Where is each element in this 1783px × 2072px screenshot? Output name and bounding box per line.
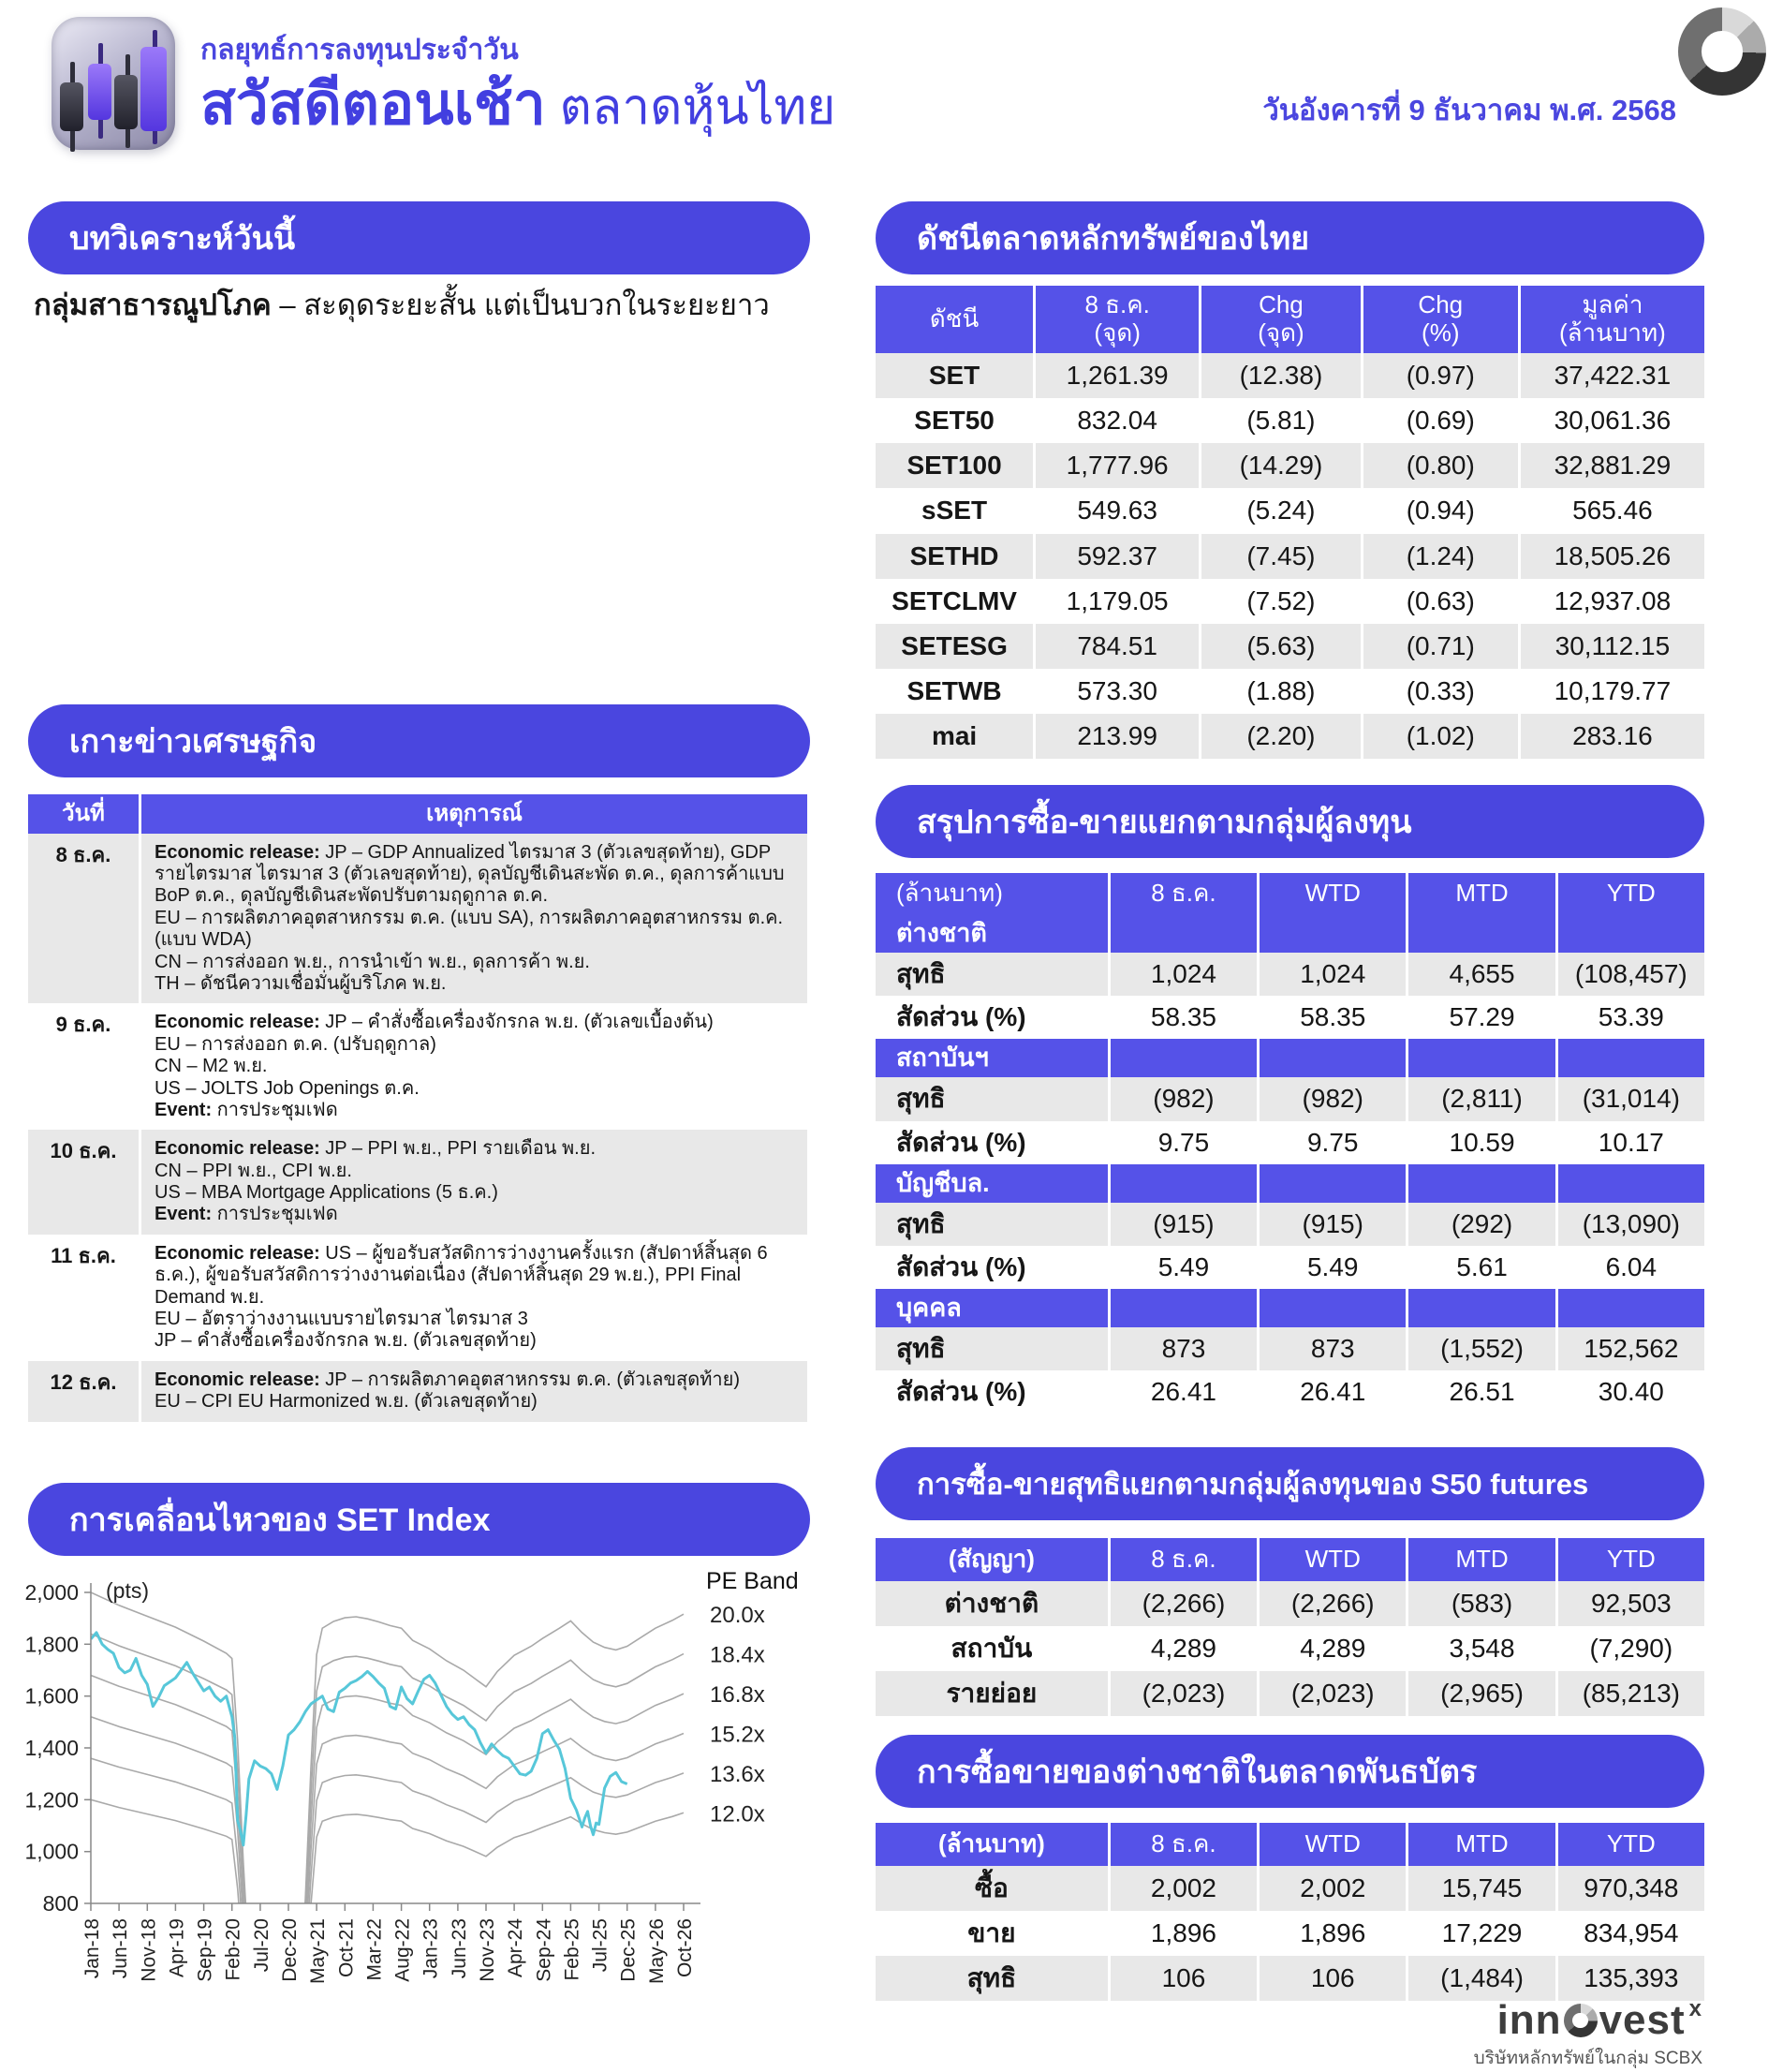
table-row <box>876 1327 1704 1370</box>
cell: (2,023) <box>1108 1671 1257 1716</box>
cell: รายย่อย <box>876 1671 1108 1716</box>
cell: (13,090) <box>1555 1203 1704 1246</box>
x-tick-label: Oct-26 <box>674 1918 696 1978</box>
cell <box>1257 914 1406 953</box>
event-detail: Economic release: JP – การผลิตภาคอุตสาหกรรม ต.ค. (ตัวเลขสุดท้าย) EU – CPI EU Harmonized พ.ย. (ตัวเลขสุดท้าย) <box>139 1361 807 1422</box>
page-title-bold: สวัสดีตอนเช้า <box>200 72 546 137</box>
table-row <box>876 1370 1704 1413</box>
table-row <box>28 1130 807 1235</box>
analysis-highlight: กลุ่มสาธารณูปโภค <box>34 289 272 321</box>
cell: 1,896 <box>1257 1911 1406 1956</box>
thai-index-table <box>876 286 1704 759</box>
x-tick-label: May-21 <box>307 1918 330 1985</box>
cell: (108,457) <box>1555 953 1704 996</box>
header-cell: (ล้านบาท) <box>876 1823 1108 1866</box>
header-cell: 8 ธ.ค. (จุด) <box>1033 286 1199 353</box>
brand-donut-icon <box>1564 2004 1598 2037</box>
cell: 5.61 <box>1406 1246 1555 1289</box>
cell: สุทธิ <box>876 1203 1108 1246</box>
cell: 3,548 <box>1406 1626 1555 1671</box>
cell: 4,655 <box>1406 953 1555 996</box>
candlestick-icon <box>60 82 83 131</box>
cell: (982) <box>1108 1077 1257 1120</box>
cell: 26.41 <box>1257 1370 1406 1413</box>
table-row <box>28 1235 807 1361</box>
cell: 9.75 <box>1108 1121 1257 1164</box>
y-tick-label: 1,200 <box>24 1787 79 1813</box>
table-row <box>876 1289 1704 1327</box>
cell: สุทธิ <box>876 1327 1108 1370</box>
cell <box>1555 1289 1704 1327</box>
cell: (0.94) <box>1361 488 1518 533</box>
cell: 1,261.39 <box>1033 353 1199 398</box>
pe-band-label: 13.6x <box>710 1761 765 1787</box>
event-date: 9 ธ.ค. <box>28 1003 139 1130</box>
x-tick-label: Jan-18 <box>81 1918 103 1979</box>
x-tick-label: Mar-22 <box>363 1918 386 1981</box>
table-row <box>876 914 1704 953</box>
cell <box>1257 1164 1406 1203</box>
cell <box>1108 1289 1257 1327</box>
cell: (1.02) <box>1361 714 1518 759</box>
table-row <box>876 1538 1704 1581</box>
cell <box>1555 1164 1704 1203</box>
cell: (14.29) <box>1199 443 1361 488</box>
pe-band-label: 12.0x <box>710 1801 765 1828</box>
y-tick-label: 2,000 <box>24 1580 79 1605</box>
cell: (5.81) <box>1199 398 1361 443</box>
cell <box>1108 1039 1257 1077</box>
cell: 106 <box>1108 1956 1257 2001</box>
header-cell: 8 ธ.ค. <box>1108 1823 1257 1866</box>
event-detail: Economic release: US – ผู้ขอรับสวัสดิการว่างงานครั้งแรก (สัปดาห์สิ้นสุด 6 ธ.ค.), ผู้ขอรับสวัสดิการว่างงานต่อเนื่อง (สัปดาห์สิ้นสุด 29 พ.ย.), PPI Final Demand พ.ย. EU – อัตราว่างงานแบบรายไตรมาส ไตรมาส 3 JP – คำสั่งซื้อเครื่องจักรกล พ.ย. (ตัวเลขสุดท้าย) <box>139 1235 807 1361</box>
x-tick-label: May-26 <box>645 1918 668 1985</box>
cell: 30,061.36 <box>1518 398 1704 443</box>
cell: 213.99 <box>1033 714 1199 759</box>
event-detail: Economic release: JP – GDP Annualized ไตรมาส 3 (ตัวเลขสุดท้าย), GDP รายไตรมาส ไตรมาส 3 (ตัวเลขสุดท้าย), ดุลบัญชีเดินสะพัด ต.ค., ดุลการค้าแบบ BoP ต.ค., ดุลบัญชีเดินสะพัดปรับตามฤดูกาล ต.ค. EU – การผลิตภาคอุตสาหกรรม ต.ค. (แบบ SA), การผลิตภาคอุตสาหกรรม ต.ค. (แบบ WDA) CN – การส่งออก พ.ย., การนำเข้า พ.ย., ดุลการค้า พ.ย. TH – ดัชนีความเชื่อมั่นผู้บริโภค พ.ย. <box>139 834 807 1004</box>
header-cell: Chg (จุด) <box>1199 286 1361 353</box>
section-s50-header: การซื้อ-ขายสุทธิแยกตามกลุ่มผู้ลงทุนของ S50 futures <box>876 1447 1704 1520</box>
header-cell: MTD <box>1406 873 1555 914</box>
x-tick-label: Sep-24 <box>533 1918 555 1982</box>
x-tick-label: Nov-23 <box>477 1918 498 1982</box>
cell: (1,484) <box>1406 1956 1555 2001</box>
header-cell: วันที่ <box>28 794 139 834</box>
x-tick-label: Jan-23 <box>420 1918 442 1979</box>
cell: (2,266) <box>1108 1581 1257 1626</box>
cell: ขาย <box>876 1911 1108 1956</box>
event-date: 11 ธ.ค. <box>28 1235 139 1361</box>
cell: 30.40 <box>1555 1370 1704 1413</box>
bond-market-table <box>876 1823 1704 2001</box>
table-row <box>876 1911 1704 1956</box>
header-cell: เหตุการณ์ <box>139 794 807 834</box>
cell: 58.35 <box>1108 996 1257 1039</box>
brand-logo <box>1474 1997 1702 2044</box>
cell: 1,024 <box>1257 953 1406 996</box>
cell: (2.20) <box>1199 714 1361 759</box>
candlestick-icon <box>114 75 138 129</box>
section-econ-news-header: เกาะข่าวเศรษฐกิจ <box>28 704 810 777</box>
y-tick-label: 1,400 <box>24 1736 79 1760</box>
table-row <box>876 669 1704 714</box>
cell: 1,179.05 <box>1033 579 1199 624</box>
cell: สุทธิ <box>876 1077 1108 1120</box>
cell: 573.30 <box>1033 669 1199 714</box>
cell: 26.41 <box>1108 1370 1257 1413</box>
cell: 18,505.26 <box>1518 534 1704 579</box>
header-cell: มูลค่า (ล้านบาท) <box>1518 286 1704 353</box>
cell <box>1555 914 1704 953</box>
cell: SET50 <box>876 398 1033 443</box>
cell <box>1257 1289 1406 1327</box>
x-tick-label: Dec-25 <box>617 1918 640 1982</box>
header-cell: WTD <box>1257 873 1406 914</box>
candlestick-icon <box>140 47 167 131</box>
analysis-rest: – สะดุดระยะสั้น แต่เป็นบวกในระยะยาว <box>271 289 770 321</box>
cell: (5.24) <box>1199 488 1361 533</box>
candlestick-icon <box>88 64 111 120</box>
table-row <box>876 1626 1704 1671</box>
pe-band-line <box>91 1676 684 2065</box>
table-row <box>876 398 1704 443</box>
cell: 2,002 <box>1108 1866 1257 1911</box>
cell: (85,213) <box>1555 1671 1704 1716</box>
report-kicker: กลยุทธ์การลงทุนประจำวัน <box>200 35 519 66</box>
pe-band-label: 15.2x <box>710 1722 765 1748</box>
brand-sup: x <box>1688 1996 1702 2021</box>
cell: 970,348 <box>1555 1866 1704 1911</box>
cell: สัดส่วน (%) <box>876 1370 1108 1413</box>
cell: 10,179.77 <box>1518 669 1704 714</box>
cell: สถาบัน <box>876 1626 1108 1671</box>
cell: 30,112.15 <box>1518 624 1704 669</box>
cell: (915) <box>1108 1203 1257 1246</box>
table-row <box>28 1361 807 1422</box>
cell: 6.04 <box>1555 1246 1704 1289</box>
y-tick-label: 800 <box>42 1891 79 1916</box>
cell: 10.17 <box>1555 1121 1704 1164</box>
table-row <box>876 1039 1704 1077</box>
cell: (583) <box>1406 1581 1555 1626</box>
header-cell: 8 ธ.ค. <box>1108 1538 1257 1581</box>
cell: 4,289 <box>1108 1626 1257 1671</box>
section-analysis-header: บทวิเคราะห์วันนี้ <box>28 201 810 274</box>
table-row <box>876 286 1704 353</box>
cell: 834,954 <box>1555 1911 1704 1956</box>
cell: mai <box>876 714 1033 759</box>
event-date: 10 ธ.ค. <box>28 1130 139 1235</box>
cell: สัดส่วน (%) <box>876 1121 1108 1164</box>
header-cell: WTD <box>1257 1538 1406 1581</box>
cell: (292) <box>1406 1203 1555 1246</box>
cell <box>1108 914 1257 953</box>
cell: สุทธิ <box>876 953 1108 996</box>
footer-brand <box>1474 1997 1702 2072</box>
x-tick-label: Jul-20 <box>250 1918 273 1973</box>
pe-band-title: PE Band <box>706 1568 799 1594</box>
cell: SETCLMV <box>876 579 1033 624</box>
cell: 10.59 <box>1406 1121 1555 1164</box>
table-row <box>876 953 1704 996</box>
table-row <box>876 579 1704 624</box>
x-tick-label: Nov-18 <box>138 1918 160 1982</box>
cell: สัดส่วน (%) <box>876 996 1108 1039</box>
table-row <box>876 1671 1704 1716</box>
table-row <box>28 1003 807 1130</box>
cell: (0.71) <box>1361 624 1518 669</box>
header-cell: (ล้านบาท) <box>876 873 1108 914</box>
cell: 592.37 <box>1033 534 1199 579</box>
cell: ต่างชาติ <box>876 1581 1108 1626</box>
brand-tagline: บริษัทหลักทรัพย์ในกลุ่ม SCBX <box>1473 2049 1702 2068</box>
x-tick-label: Feb-25 <box>561 1918 583 1981</box>
s50-futures-table <box>876 1538 1704 1716</box>
cell <box>1406 1289 1555 1327</box>
y-tick-label: 1,000 <box>24 1839 79 1864</box>
cell: 12,937.08 <box>1518 579 1704 624</box>
cell: (7.45) <box>1199 534 1361 579</box>
cell: (1.88) <box>1199 669 1361 714</box>
section-set-chart-header: การเคลื่อนไหวของ SET Index <box>28 1483 810 1556</box>
investor-flows-table <box>876 873 1704 1414</box>
cell: ต่างชาติ <box>876 914 1108 953</box>
cell: SETESG <box>876 624 1033 669</box>
table-row <box>876 873 1704 914</box>
header-cell: 8 ธ.ค. <box>1108 873 1257 914</box>
table-row <box>876 714 1704 759</box>
x-tick-label: Jun-18 <box>110 1918 132 1979</box>
section-bond-header: การซื้อขายของต่างชาติในตลาดพันธบัตร <box>876 1735 1704 1808</box>
cell: 283.16 <box>1518 714 1704 759</box>
cell: ซื้อ <box>876 1866 1108 1911</box>
cell: 832.04 <box>1033 398 1199 443</box>
cell <box>1555 1039 1704 1077</box>
cell: 92,503 <box>1555 1581 1704 1626</box>
report-date: วันอังคารที่ 9 ธันวาคม พ.ศ. 2568 <box>1262 94 1676 126</box>
cell: 1,896 <box>1108 1911 1257 1956</box>
x-tick-label: Sep-19 <box>194 1918 216 1982</box>
cell: (2,811) <box>1406 1077 1555 1120</box>
event-detail: Economic release: JP – PPI พ.ย., PPI รายเดือน พ.ย. CN – PPI พ.ย., CPI พ.ย. US – MBA Mortgage Applications (5 ธ.ค.) Event: การประชุมเฟด <box>139 1130 807 1235</box>
cell: 4,289 <box>1257 1626 1406 1671</box>
x-tick-label: Dec-20 <box>279 1918 301 1982</box>
cell: SETWB <box>876 669 1033 714</box>
cell: 5.49 <box>1257 1246 1406 1289</box>
cell: 784.51 <box>1033 624 1199 669</box>
cell: 152,562 <box>1555 1327 1704 1370</box>
cell: สัดส่วน (%) <box>876 1246 1108 1289</box>
header-cell: (สัญญา) <box>876 1538 1108 1581</box>
table-row <box>876 1823 1704 1866</box>
header-cell: MTD <box>1406 1538 1555 1581</box>
header-cell: YTD <box>1555 1823 1704 1866</box>
cell: 549.63 <box>1033 488 1199 533</box>
y-axis-unit: (pts) <box>106 1578 149 1603</box>
brand-text-post: vest <box>1599 1997 1686 2043</box>
event-date: 12 ธ.ค. <box>28 1361 139 1422</box>
cell: 565.46 <box>1518 488 1704 533</box>
table-row <box>876 353 1704 398</box>
header-cell: WTD <box>1257 1823 1406 1866</box>
cell: 53.39 <box>1555 996 1704 1039</box>
cell: (12.38) <box>1199 353 1361 398</box>
cell: SETHD <box>876 534 1033 579</box>
cell: บัญชีบล. <box>876 1164 1108 1203</box>
cell <box>1406 1164 1555 1203</box>
table-row <box>876 488 1704 533</box>
cell: SET <box>876 353 1033 398</box>
table-row <box>876 1246 1704 1289</box>
header-cell: MTD <box>1406 1823 1555 1866</box>
table-row <box>28 794 807 834</box>
table-row <box>876 1121 1704 1164</box>
table-row <box>876 1203 1704 1246</box>
event-date: 8 ธ.ค. <box>28 834 139 1004</box>
cell: สุทธิ <box>876 1956 1108 2001</box>
brand-text-pre: inn <box>1496 1997 1562 2043</box>
cell: (0.80) <box>1361 443 1518 488</box>
page-title-rest: ตลาดหุ้นไทย <box>545 80 836 135</box>
x-tick-label: Apr-24 <box>505 1918 527 1978</box>
cell: 17,229 <box>1406 1911 1555 1956</box>
chart-svg <box>23 1566 815 2065</box>
cell: 58.35 <box>1257 996 1406 1039</box>
x-tick-label: Apr-19 <box>166 1918 188 1978</box>
cell: 2,002 <box>1257 1866 1406 1911</box>
pe-band-label: 20.0x <box>710 1603 765 1629</box>
cell: 873 <box>1257 1327 1406 1370</box>
x-tick-label: Aug-22 <box>391 1918 414 1982</box>
cell: (0.33) <box>1361 669 1518 714</box>
y-tick-label: 1,800 <box>24 1632 79 1657</box>
pe-band-label: 16.8x <box>710 1682 765 1709</box>
cell: (31,014) <box>1555 1077 1704 1120</box>
cell: 15,745 <box>1406 1866 1555 1911</box>
cell: (5.63) <box>1199 624 1361 669</box>
cell <box>1406 914 1555 953</box>
cell: สถาบันฯ <box>876 1039 1108 1077</box>
header-cell: YTD <box>1555 873 1704 914</box>
cell: (7,290) <box>1555 1626 1704 1671</box>
cell: (2,266) <box>1257 1581 1406 1626</box>
cell: 1,024 <box>1108 953 1257 996</box>
cell: (0.63) <box>1361 579 1518 624</box>
app-icon <box>52 17 175 150</box>
table-row <box>876 624 1704 669</box>
x-tick-label: Feb-20 <box>222 1918 244 1981</box>
cell: 37,422.31 <box>1518 353 1704 398</box>
pe-band-line <box>91 1758 684 2065</box>
cell: 873 <box>1108 1327 1257 1370</box>
cell: (982) <box>1257 1077 1406 1120</box>
cell: (1.24) <box>1361 534 1518 579</box>
analysis-text <box>34 287 802 324</box>
header-cell: YTD <box>1555 1538 1704 1581</box>
set-index-chart <box>23 1566 815 2065</box>
x-tick-label: Oct-21 <box>335 1918 358 1978</box>
cell <box>1257 1039 1406 1077</box>
cell: (0.69) <box>1361 398 1518 443</box>
cell: (2,023) <box>1257 1671 1406 1716</box>
x-tick-label: Jun-23 <box>448 1918 470 1979</box>
pe-band-label: 18.4x <box>710 1642 765 1668</box>
event-detail: Economic release: JP – คำสั่งซื้อเครื่องจักรกล พ.ย. (ตัวเลขเบื้องต้น) EU – การส่งออก ต.ค. (ปรับฤดูกาล) CN – M2 พ.ย. US – JOLTS Job Openings ต.ค. Event: การประชุมเฟด <box>139 1003 807 1130</box>
page-title <box>200 58 835 150</box>
cell: SET100 <box>876 443 1033 488</box>
cell: (7.52) <box>1199 579 1361 624</box>
brand-donut-icon <box>1678 7 1766 96</box>
cell: 32,881.29 <box>1518 443 1704 488</box>
table-row <box>876 1581 1704 1626</box>
x-tick-label: Jul-25 <box>589 1918 612 1973</box>
cell: 135,393 <box>1555 1956 1704 2001</box>
cell: (915) <box>1257 1203 1406 1246</box>
cell: 57.29 <box>1406 996 1555 1039</box>
header-cell: Chg (%) <box>1361 286 1518 353</box>
cell: 1,777.96 <box>1033 443 1199 488</box>
table-row <box>876 443 1704 488</box>
pe-band-line <box>91 1717 684 2065</box>
cell: บุคคล <box>876 1289 1108 1327</box>
econ-news-table <box>28 794 807 1422</box>
table-row <box>876 534 1704 579</box>
section-investor-header: สรุปการซื้อ-ขายแยกตามกลุ่มผู้ลงทุน <box>876 785 1704 858</box>
cell: (1,552) <box>1406 1327 1555 1370</box>
cell <box>1108 1164 1257 1203</box>
table-row <box>28 834 807 1004</box>
table-row <box>876 1164 1704 1203</box>
cell: 106 <box>1257 1956 1406 2001</box>
cell: 9.75 <box>1257 1121 1406 1164</box>
header-cell: ดัชนี <box>876 286 1033 353</box>
table-row <box>876 1077 1704 1120</box>
cell: 26.51 <box>1406 1370 1555 1413</box>
table-row <box>876 1956 1704 2001</box>
cell: sSET <box>876 488 1033 533</box>
cell: 5.49 <box>1108 1246 1257 1289</box>
section-index-table-header: ดัชนีตลาดหลักทรัพย์ของไทย <box>876 201 1704 274</box>
table-row <box>876 996 1704 1039</box>
y-tick-label: 1,600 <box>24 1683 79 1709</box>
table-row <box>876 1866 1704 1911</box>
cell: (0.97) <box>1361 353 1518 398</box>
cell <box>1406 1039 1555 1077</box>
cell: (2,965) <box>1406 1671 1555 1716</box>
